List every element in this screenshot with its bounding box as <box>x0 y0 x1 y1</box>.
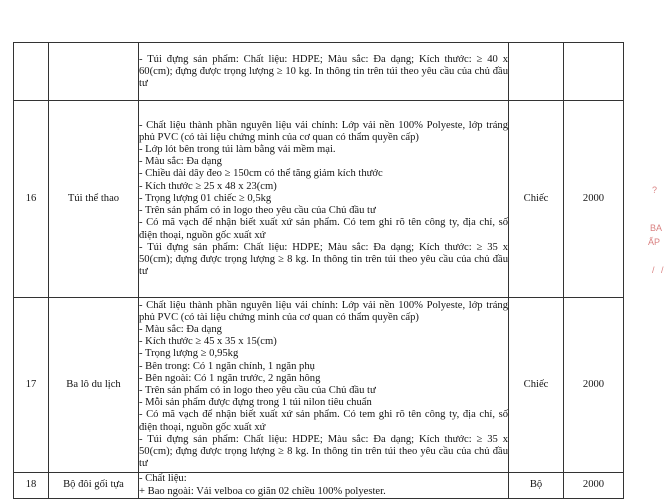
quantity-cell: 2000 <box>564 101 624 298</box>
description-line: - Mỗi sản phẩm được đựng trong 1 túi nilon tiêu chuẩn <box>139 397 372 409</box>
table-row <box>14 43 624 101</box>
stamp-edge <box>646 185 668 295</box>
unit-cell: Chiếc <box>509 101 564 298</box>
stamp-text: BA <box>650 223 663 233</box>
description-line: - Túi đựng sản phẩm: Chất liệu: HDPE; Màu sắc: Đa dạng; Kích thước: ≥ 35 x 50(cm); đựng được trọng lượng ≥ 8 kg. In thông tin trên túi theo yêu cầu của chủ đầu tư <box>139 433 508 470</box>
row-index: 17 <box>14 298 49 473</box>
product-name: Túi thể thao <box>49 101 139 298</box>
table-row <box>14 298 624 473</box>
description-line: + Bao ngoài: Vải velboa co giãn 02 chiều 100% polyester. <box>139 485 386 497</box>
description-line: - Chất liệu thành phần nguyên liệu vải chính: Lớp vải nền 100% Polyeste, lớp tráng phủ PVC (có tài liệu chứng minh của cơ quan có thẩm quyền cấp) <box>139 299 508 323</box>
product-name <box>49 43 139 101</box>
description-line: - Trọng lượng ≥ 0,95kg <box>139 348 239 360</box>
product-name: Ba lô du lịch <box>49 298 139 473</box>
description-line: - Túi đựng sản phẩm: Chất liệu: HDPE; Màu sắc: Đa dạng; Kích thước: ≥ 35 x 50(cm); đựng được trọng lượng ≥ 8 kg. In thông tin trên túi theo yêu cầu của chủ đầu tư <box>139 241 508 278</box>
table-row <box>14 101 624 298</box>
description-line: - Chất liệu thành phần nguyên liệu vải chính: Lớp vải nền 100% Polyeste, lớp tráng phủ PVC (có tài liệu chứng minh của cơ quan có thẩm quyền cấp) <box>139 119 508 143</box>
quantity-cell: 2000 <box>564 473 624 499</box>
description-line: - Chất liệu: <box>139 473 187 485</box>
product-description <box>139 101 509 298</box>
description-line: - Trọng lượng 01 chiếc ≥ 0,5kg <box>139 192 272 204</box>
quantity-cell <box>564 43 624 101</box>
description-line: - Bên ngoài: Có 1 ngăn trước, 2 ngăn hông <box>139 372 321 384</box>
unit-cell: Chiếc <box>509 298 564 473</box>
description-line: - Lớp lót bên trong túi làm bằng vải mềm mại. <box>139 144 336 156</box>
unit-cell: Bộ <box>509 473 564 499</box>
product-spec-table <box>13 42 624 499</box>
quantity-cell: 2000 <box>564 298 624 473</box>
description-line: - Túi đựng sản phẩm: Chất liệu: HDPE; Màu sắc: Đa dạng; Kích thước: ≥ 40 x 60(cm); đựng được trọng lượng ≥ 10 kg. In thông tin trên túi theo yêu cầu của chủ đầu tư <box>139 53 508 90</box>
product-description <box>139 473 509 499</box>
description-line: - Màu sắc: Đa dạng <box>139 323 222 335</box>
unit-cell <box>509 43 564 101</box>
description-line: - Có mã vạch để nhận biết xuất xứ sản phẩm. Có tem ghi rõ tên công ty, địa chỉ, số điện thoại, nguồn gốc xuất xứ <box>139 409 508 433</box>
stamp-text: / / <box>652 265 666 275</box>
product-name: Bộ đôi gối tựa <box>49 473 139 499</box>
description-line: - Trên sản phẩm có in logo theo yêu cầu của Chủ đầu tư <box>139 385 376 396</box>
description-line: - Bên trong: Có 1 ngăn chính, 1 ngăn phụ <box>139 360 315 372</box>
row-index <box>14 43 49 101</box>
description-line: - Chiều dài dây đeo ≥ 150cm có thể tăng giảm kích thước <box>139 168 383 180</box>
description-line: - Kích thước ≥ 25 x 48 x 23(cm) <box>139 180 277 192</box>
product-description <box>139 43 509 101</box>
row-index: 16 <box>14 101 49 298</box>
product-description <box>139 298 509 473</box>
stamp-text: ? <box>652 185 658 195</box>
description-line: - Có mã vạch để nhận biết xuất xứ sản phẩm. Có tem ghi rõ tên công ty, địa chỉ, số điện thoại, nguồn gốc xuất xứ <box>139 217 508 241</box>
table-row <box>14 473 624 499</box>
stamp-text: ẤP <box>648 237 661 247</box>
row-index: 18 <box>14 473 49 499</box>
description-line: - Kích thước ≥ 45 x 35 x 15(cm) <box>139 336 277 348</box>
description-line: - Trên sản phẩm có in logo theo yêu cầu của Chủ đầu tư <box>139 205 376 217</box>
description-line: - Màu sắc: Đa dạng <box>139 156 222 168</box>
